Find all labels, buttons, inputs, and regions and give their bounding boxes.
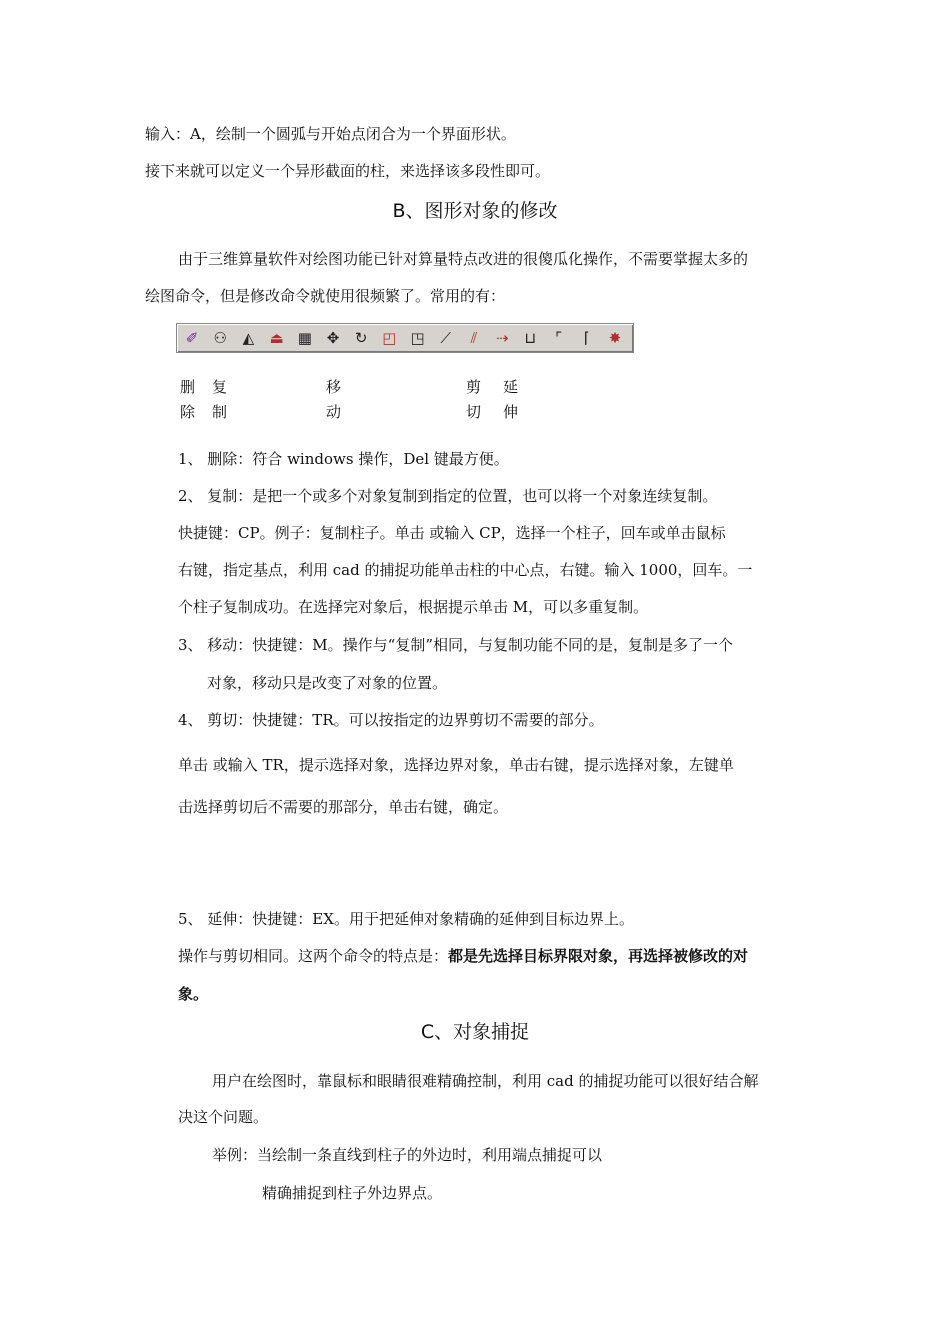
offset-icon[interactable]: ⏏	[269, 329, 284, 347]
text-line: 接下来就可以定义一个异形截面的柱，来选择该多段性即可。	[145, 162, 551, 180]
array-icon[interactable]: ▦	[297, 329, 312, 347]
scale-icon[interactable]: ◰	[382, 329, 397, 347]
text-line: 个柱子复制成功。在选择完对象后，根据提示单击 M，可以多重复制。	[178, 598, 649, 616]
text-line: 对象，移动只是改变了对象的位置。	[207, 674, 448, 692]
text-line: 右键，指定基点，利用 cad 的捕捉功能单击柱的中心点，右键。输入 1000，回车。一	[178, 561, 753, 579]
list-item: 1、 删除：符合 windows 操作，Del 键最方便。	[178, 450, 509, 468]
explode-icon[interactable]: ✸	[608, 329, 622, 347]
label-trim-top: 剪	[466, 378, 482, 396]
text-line: 单击 或输入 TR，提示选择对象，选择边界对象，单击右键，提示选择对象，左键单	[178, 756, 734, 774]
text-line: 快捷键：CP。例子：复制柱子。单击 或输入 CP，选择一个柱子，回车或单击鼠标	[178, 524, 726, 542]
list-item: 2、 复制：是把一个或多个对象复制到指定的位置，也可以将一个对象连续复制。	[178, 487, 718, 505]
modify-toolbar	[176, 323, 634, 353]
label-copy-bottom: 制	[212, 403, 228, 421]
text-line: 击选择剪切后不需要的那部分，单击右键，确定。	[178, 798, 509, 816]
rotate-icon[interactable]: ↻	[354, 329, 368, 347]
lengthen-icon[interactable]: ⟋	[440, 329, 452, 347]
label-trim-bottom: 切	[466, 403, 482, 421]
list-item: 5、 延伸：快捷键：EX。用于把延伸对象精确的延伸到目标边界上。	[178, 910, 634, 928]
fillet-icon[interactable]: ⌈	[583, 329, 590, 347]
text-line: 绘图命令，但是修改命令就使用很频繁了。常用的有：	[145, 287, 506, 305]
list-item: 3、 移动：快捷键：M。操作与“复制”相同，与复制功能不同的是，复制是多了一个	[178, 636, 734, 654]
text-line: 决这个问题。	[178, 1108, 269, 1126]
text-line: 举例：当绘制一条直线到柱子的外边时，利用端点捕捉可以	[212, 1146, 603, 1164]
text-normal: 操作与剪切相同。这两个命令的特点是：	[178, 947, 449, 965]
copy-icon[interactable]: ⚇	[213, 329, 227, 347]
erase-icon[interactable]: ✐	[185, 329, 199, 347]
text-bold: 都是先选择目标界限对象，再选择被修改的对	[448, 947, 749, 965]
label-move-top: 移	[326, 378, 342, 396]
section-b-heading: B、图形对象的修改	[392, 200, 558, 222]
label-extend-bottom: 伸	[503, 403, 519, 421]
stretch-icon[interactable]: ◳	[410, 329, 425, 347]
trim-icon[interactable]: ⫽	[470, 329, 478, 347]
label-delete-top: 删	[180, 378, 196, 396]
text-line	[178, 946, 748, 966]
chamfer-icon[interactable]: ⌜	[555, 329, 563, 347]
break-icon[interactable]: ⊔	[524, 329, 537, 347]
label-delete-bottom: 除	[180, 403, 196, 421]
list-item: 4、 剪切：快捷键：TR。可以按指定的边界剪切不需要的部分。	[178, 711, 604, 729]
text-line: 用户在绘图时，靠鼠标和眼睛很难精确控制，利用 cad 的捕捉功能可以很好结合解	[212, 1072, 759, 1090]
text-line: 输入：A，绘制一个圆弧与开始点闭合为一个界面形状。	[145, 125, 516, 143]
mirror-icon[interactable]: ◭	[242, 329, 255, 347]
text-line: 由于三维算量软件对绘图功能已针对算量特点改进的很傻瓜化操作，不需要掌握太多的	[178, 250, 749, 268]
extend-icon[interactable]: ⇢	[495, 329, 509, 347]
label-copy-top: 复	[212, 378, 228, 396]
section-c-heading: C、对象捕捉	[420, 1021, 530, 1043]
text-bold: 象。	[178, 985, 209, 1003]
label-extend-top: 延	[503, 378, 519, 396]
text-line: 精确捕捉到柱子外边界点。	[262, 1184, 443, 1202]
label-move-bottom: 动	[326, 403, 342, 421]
move-icon[interactable]: ✥	[326, 329, 340, 347]
